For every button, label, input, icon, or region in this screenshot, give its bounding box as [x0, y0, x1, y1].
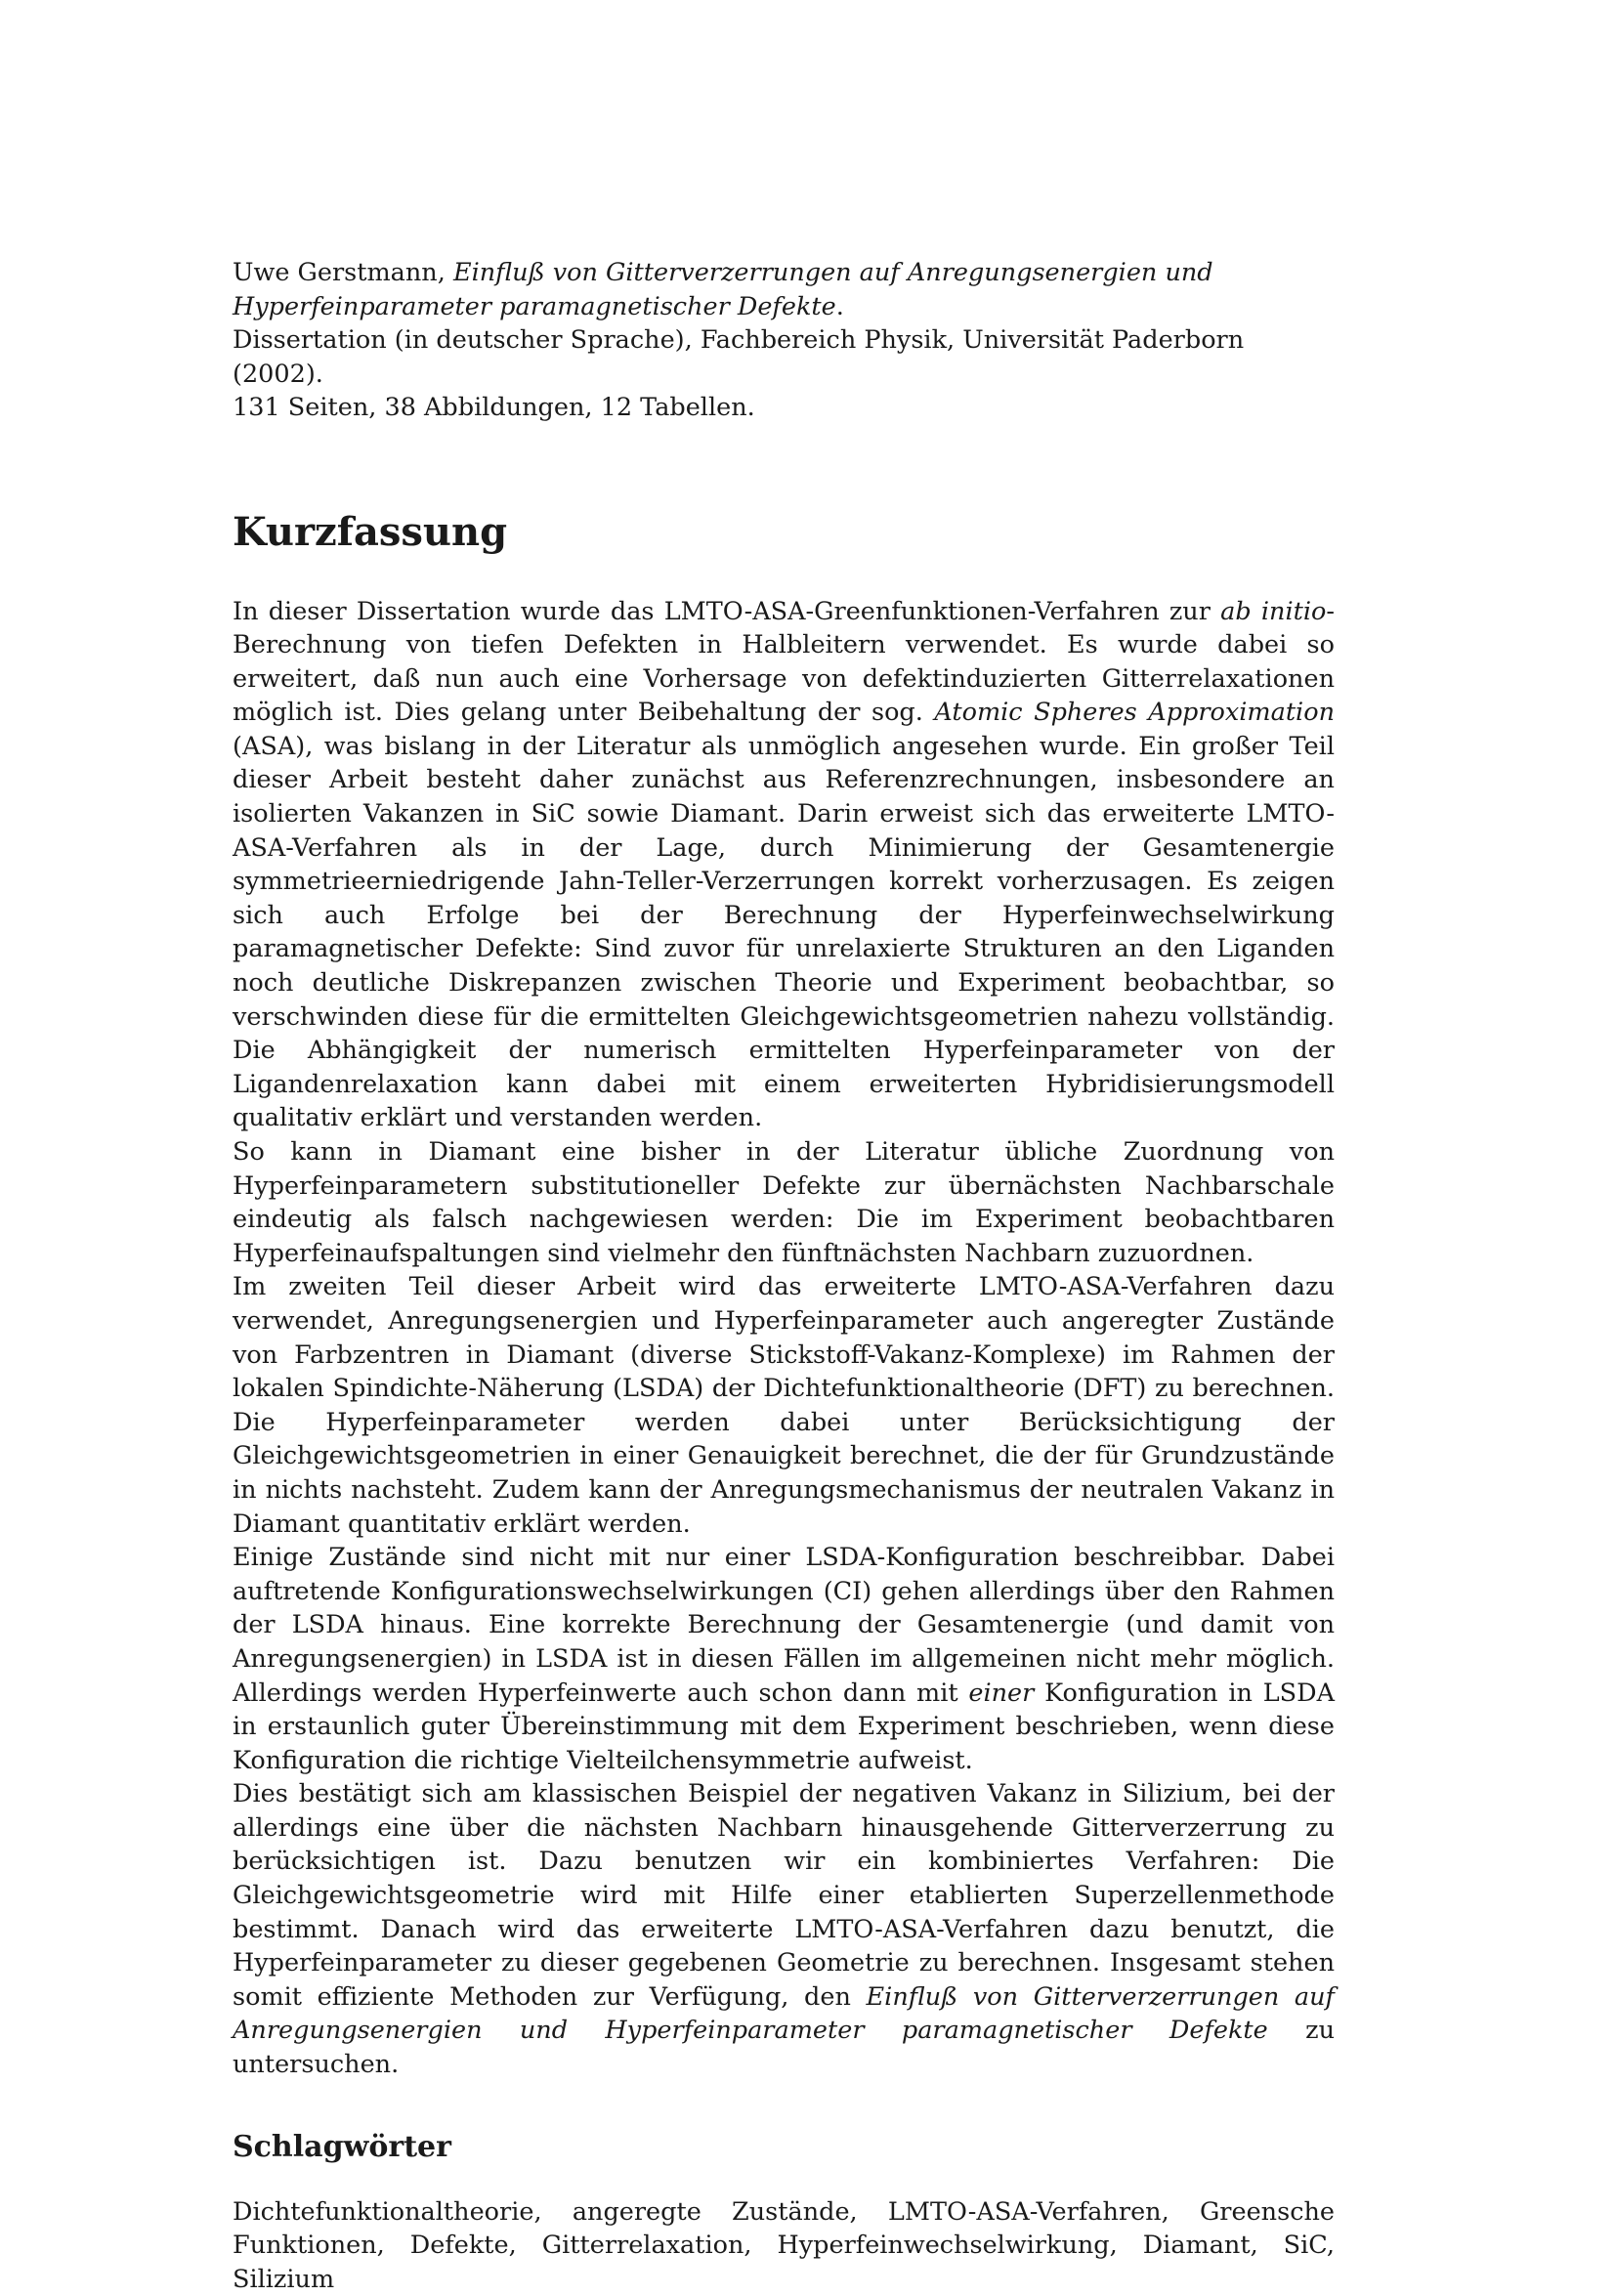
abstract-p1-text-e: (ASA), was bislang in der Literatur als unmöglich angesehen wurde. Ein großer Teil dieser Arbeit besteht daher zunächst aus Referenzrechnungen, insbesondere an isolierten Vakanzen in SiC sowie Diamant. Darin erweist sich das erweiterte LMTO-ASA-Verfahren als in der Lage, durch Minimierung der Gesamtenergie symmetrieerniedrigende Jahn-Teller-Verzerrungen korrekt vorherzusagen. Es zeigen sich auch Erfolge bei der Berechnung der Hyperfeinwechselwirkung paramagnetischer Defekte: Sind zuvor für unrelaxierte Strukturen an den Liganden noch deutliche Diskrepanzen zwischen Theorie und Experiment beobachtbar, so verschwinden diese für die ermittelten Gleichgewichtsgeometrien nahezu vollständig. Die Abhängigkeit der numerisch ermittelten Hyperfeinparameter von der Ligandenrelaxation kann dabei mit einem erweiterten Hybridisierungsmodell qualitativ erklärt und verstanden werden. — [233, 731, 1335, 1133]
abstract-paragraph-3: Im zweiten Teil dieser Arbeit wird das erweiterte LMTO-ASA-Verfahren dazu verwendet, Anregungsenergien und Hyperfeinparameter auch angeregter Zustände von Farbzentren in Diamant (diverse Stickstoff-Vakanz-Komplexe) im Rahmen der lokalen Spindichte-Näherung (LSDA) der Dichtefunktionaltheorie (DFT) zu berechnen. Die Hyperfeinparameter werden dabei unter Berücksichtigung der Gleichgewichtsgeometrien in einer Genauigkeit berechnet, die der für Grundzustände in nichts nachsteht. Zudem kann der Anregungsmechanismus der neutralen Vakanz in Diamant quantitativ erklärt werden. — [233, 1272, 1335, 1539]
title-period: . — [835, 291, 844, 321]
abstract-p1-text-a: In dieser Dissertation wurde das LMTO-ASA-Greenfunktionen-Verfahren zur — [233, 596, 1221, 626]
abstract-paragraph-2: So kann in Diamant eine bisher in der Literatur übliche Zuordnung von Hyperfeinparametern substitutioneller Defekte zur übernächsten Nachbarschale eindeutig als falsch nachgewiesen werden: Die im Experiment beobachtbaren Hyperfeinaufspaltungen sind vielmehr den fünftnächsten Nachbarn zuzuordnen. — [233, 1137, 1335, 1268]
abstract-p1-italic-asa: Atomic Spheres Approximation — [934, 698, 1335, 728]
abstract-p4-italic-einer: einer — [968, 1678, 1035, 1708]
citation-block — [233, 256, 1335, 425]
citation-line-3: 131 Seiten, 38 Abbildungen, 12 Tabellen. — [233, 393, 755, 422]
abstract-paragraph-5 — [233, 1777, 1335, 2081]
abstract-p4-text-a: Einige Zustände sind nicht mit nur einer LSDA-Konfiguration beschreibbar. Dabei auftretende Konfigurationswechselwirkungen (CI) gehen allerdings über den Rahmen der LSDA hinaus. Eine korrekte Berechnung der Gesamtenergie (und damit von Anregungsenergien) in LSDA ist in diesen Fällen im allgemeinen nicht mehr möglich. Allerdings werden Hyperfeinwerte auch schon dann mit — [233, 1543, 1335, 1708]
section-heading-schlagwoerter: Schlagwörter — [233, 2129, 451, 2164]
abstract-p5-italic-title: Einfluß von Gitterverzerrungen auf Anregungsenergien und Hyperfeinparameter paramagnetischer Defekte — [233, 1981, 1335, 2046]
abstract-paragraph-1 — [233, 595, 1335, 1136]
abstract-p1-text-c: -Berechnung von tiefen Defekten in Halbleitern verwendet. Es wurde dabei so erweitert, daß nun auch eine Vorhersage von defektinduzierten Gitterrelaxationen möglich ist. Dies gelang unter Beibehaltung der sog. — [233, 596, 1335, 728]
abstract-p5-text-a: Dies bestätigt sich am klassischen Beispiel der negativen Vakanz in Silizium, bei der allerdings eine über die nächsten Nachbarn hinausgehende Gitterverzerrung zu berücksichtigen ist. Dazu benutzen wir ein kombiniertes Verfahren: Die Gleichgewichtsgeometrie wird mit Hilfe einer etablierten Superzellenmethode bestimmt. Danach wird das erweiterte LMTO-ASA-Verfahren dazu benutzt, die Hyperfeinparameter zu dieser gegebenen Geometrie zu berechnen. Insgesamt stehen somit effiziente Methoden zur Verfügung, den — [233, 1779, 1335, 2012]
abstract-p4-text-c: Konfiguration in LSDA in erstaunlich guter Übereinstimmung mit dem Experiment beschrieben, wenn diese Konfiguration die richtige Vielteilchensymmetrie aufweist. — [233, 1678, 1335, 1775]
abstract-p5-text-c: zu untersuchen. — [233, 2016, 1335, 2080]
section-heading-kurzfassung: Kurzfassung — [233, 508, 508, 555]
citation-line-1 — [233, 256, 1335, 323]
abstract-paragraph-4 — [233, 1541, 1335, 1777]
citation-line-2: Dissertation (in deutscher Sprache), Fachbereich Physik, Universität Paderborn (2002). — [233, 325, 1245, 389]
keywords-list: Dichtefunktionaltheorie, angeregte Zustände, LMTO-ASA-Verfahren, Greensche Funktionen, Defekte, Gitterrelaxation, Hyperfeinwechselwirkung, Diamant, SiC, Silizium — [233, 2196, 1335, 2294]
abstract-p1-italic-ab-initio: ab initio — [1220, 596, 1327, 626]
author-name: Uwe Gerstmann, — [233, 258, 453, 287]
thesis-title: Einfluß von Gitterverzerrungen auf Anregungsenergien und Hyperfeinparameter paramagnetischer Defekte — [233, 258, 1213, 321]
abstract-body — [233, 595, 1335, 2082]
document-page — [233, 256, 1335, 2296]
